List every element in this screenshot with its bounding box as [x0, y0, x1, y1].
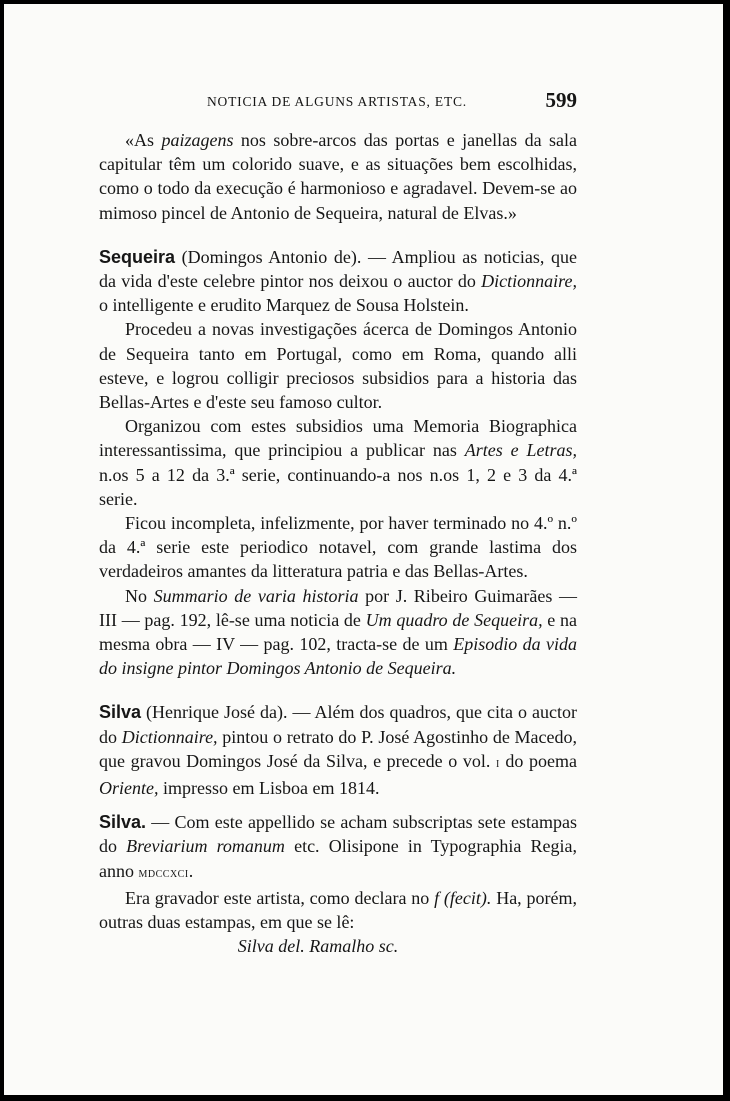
sequeira-p5b: por J. Ribeiro Guimarães — III — pag. 192, lê-se uma noticia de — [99, 585, 577, 630]
silva1-italic2: Oriente, — [99, 778, 159, 799]
silva2-p2a: Era gravador este artista, como declara no — [125, 887, 435, 908]
silva2-p2b: Ha, porém, outras duas estampas, em que se lê: — [99, 887, 577, 933]
entry-name-silva: Silva. — [99, 812, 147, 833]
signature-text: Silva del. Ramalho sc. — [237, 936, 399, 957]
silva1-a: (Henrique José da). — Além dos quadros, que cita o auctor do — [99, 702, 577, 747]
sequeira-entry — [99, 245, 577, 318]
silva2-p2-italic: f (fecit). — [434, 887, 492, 908]
quote-text: nos sobre-arcos das portas e janellas da sala capitular têm um colorido suave, e as situações bem escolhidas, como o todo da execução é harmonioso e agradavel. Devem-se ao mimoso pincel de Antonio de Sequeira, natural de Elvas.» — [99, 130, 577, 223]
quote-italic: paizagens — [161, 130, 234, 150]
silva1-b: pintou o retrato do P. José Agostinho de Macedo, que gravou Domingos José da Silva, e precede o vol. — [99, 726, 578, 771]
sequeira-p3 — [99, 414, 577, 511]
silva1-d: impresso em Lisboa em 1814. — [158, 778, 380, 799]
sequeira-p5 — [99, 584, 577, 681]
running-title: NOTICIA DE ALGUNS ARTISTAS, ETC. — [207, 94, 467, 109]
sequeira-p5a: No — [125, 585, 154, 606]
page-number: 599 — [545, 88, 577, 112]
sequeira-p5-italic2: Um quadro de Sequeira, — [365, 609, 543, 630]
page-body — [99, 128, 577, 959]
sequeira-p1-italic: Dictionnaire, — [481, 271, 577, 292]
sequeira-p2: Procedeu a novas investigações ácerca de Domingos Antonio de Sequeira tanto em Portugal, como em Roma, quando alli esteve, e logrou colligir preciosos subsidios para a historia das Bellas-Artes e d'este seu famoso cultor. — [99, 319, 577, 413]
silva1-vol: i — [495, 755, 500, 771]
sequeira-p1-end: o intelligente e erudito Marquez de Sousa Holstein. — [99, 295, 469, 316]
silva2-c: . — [188, 860, 194, 881]
book-page — [4, 4, 725, 1095]
silva2-italic: Breviarium romanum — [126, 836, 285, 857]
silva2-p2 — [99, 886, 577, 934]
sequeira-p3a: Organizou com estes subsidios uma Memoria Biographica interessantissima, que principiou a publicar nas — [99, 416, 577, 461]
sequeira-p4: Ficou incompleta, infelizmente, por haver terminado no 4.º n.º da 4.ª serie este periodico notavel, com grande lastima dos verdadeiros amantes da litteratura patria e das Bellas-Artes. — [99, 513, 577, 582]
entry-name-sequeira: Sequeira — [99, 246, 176, 267]
quote-paragraph — [99, 128, 577, 225]
silva2-year: mdccxci — [138, 865, 189, 881]
silva2-b: etc. Olisipone in Typographia Regia, anno — [99, 836, 577, 881]
sequeira-p5c: e na mesma obra — IV — pag. 102, tracta-se de um — [99, 609, 577, 655]
sequeira-p3b: n.os 5 a 12 da 3.ª serie, continuando-a nos n.os 1, 2 e 3 da 4.ª serie. — [99, 464, 577, 509]
entry-name-silva-henrique: Silva — [99, 702, 142, 723]
engraving-signature — [99, 934, 577, 958]
silva1-c: do poema — [499, 750, 577, 771]
silva-gravador-entry — [99, 810, 577, 886]
silva1-italic: Dictionnaire, — [121, 726, 218, 747]
sequeira-p5-italic1: Summario de varia historia — [153, 585, 359, 606]
sequeira-p1: (Domingos Antonio de). — Ampliou as noticias, que da vida d'este celebre pintor nos deixou o auctor do — [99, 246, 577, 292]
silva-henrique-entry — [99, 700, 577, 800]
sequeira-p3-italic: Artes e Letras, — [464, 440, 577, 461]
sequeira-p5-italic3: Episodio da vida do insigne pintor Domingos Antonio de Sequeira. — [99, 634, 577, 679]
page-header — [99, 88, 577, 112]
quote-open: «As — [125, 130, 162, 150]
silva2-a: — Com este appellido se acham subscriptas sete estampas do — [99, 812, 577, 857]
